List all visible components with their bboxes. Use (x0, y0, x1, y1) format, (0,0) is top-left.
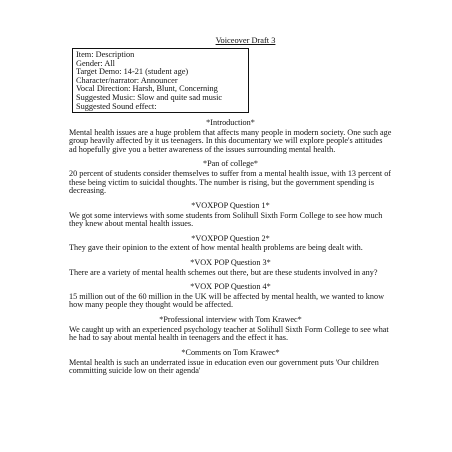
info-character: Character/narrator: Announcer (76, 75, 178, 85)
info-suggested-music: Suggested Music: Slow and quite sad music (76, 92, 223, 102)
section-body: Mental health is such an underrated issue in education even our government puts 'Our children committing suicide low on their agenda' (69, 357, 379, 376)
info-suggested-sound: Suggested Sound effect: (76, 101, 157, 111)
section-heading: *VOX POP Question 3* (190, 257, 271, 267)
section-pan-of-college (69, 160, 392, 195)
section-body: 15 million out of the 60 million in the UK will be affected by mental health, we wanted to know how many people they thought would be affected. (69, 291, 385, 310)
section-heading: *VOXPOP Question 1* (191, 200, 270, 210)
section-heading: *Pan of college* (202, 159, 259, 169)
info-target-demo: Target Demo: 14-21 (student age) (76, 67, 189, 77)
section-voxpop-4 (69, 283, 392, 310)
section-professional-interview (69, 316, 392, 343)
section-comments (69, 349, 392, 376)
section-heading: *Introduction* (206, 118, 255, 128)
section-voxpop-3 (69, 259, 392, 277)
section-introduction (69, 119, 392, 154)
section-heading: *Professional interview with Tom Krawec* (159, 314, 302, 324)
section-voxpop-1 (69, 202, 392, 229)
info-gender: Gender: All (76, 58, 115, 68)
info-vocal-direction: Vocal Direction: Harsh, Blunt, Concerning (76, 84, 218, 94)
section-heading: *VOXPOP Question 2* (191, 233, 270, 243)
section-body: We caught up with an experienced psychology teacher at Solihull Sixth Form College to see what he had to say about mental health in teenagers and the effect it has. (69, 324, 389, 343)
section-body: They gave their opinion to the extent of how mental health problems are being dealt with. (69, 243, 363, 253)
section-heading: *Comments on Tom Krawec* (181, 347, 280, 357)
info-item: Item: Description (76, 50, 135, 59)
document-title: Voiceover Draft 3 (215, 36, 276, 45)
section-voxpop-2 (69, 235, 392, 253)
section-body: 20 percent of students consider themselves to suffer from a mental health issue, with 13 percent of these being victim to suicidal thoughts. The number is rising, but the government spending is decreasing. (69, 169, 392, 196)
section-heading: *VOX POP Question 4* (190, 282, 271, 292)
section-body: There are a variety of mental health schemes out there, but are these students involved in any? (69, 267, 378, 277)
section-body: We got some interviews with some students from Solihull Sixth Form College to see how much they knew about mental health issues. (69, 210, 383, 229)
info-box (72, 48, 249, 113)
section-body: Mental health issues are a huge problem that affects many people in modern society. One such age group heavily affected by it us teenagers. In this documentary we will explore people's attitudes ad hopefully give you a better awareness of the issues surrounding mental health. (69, 127, 392, 154)
